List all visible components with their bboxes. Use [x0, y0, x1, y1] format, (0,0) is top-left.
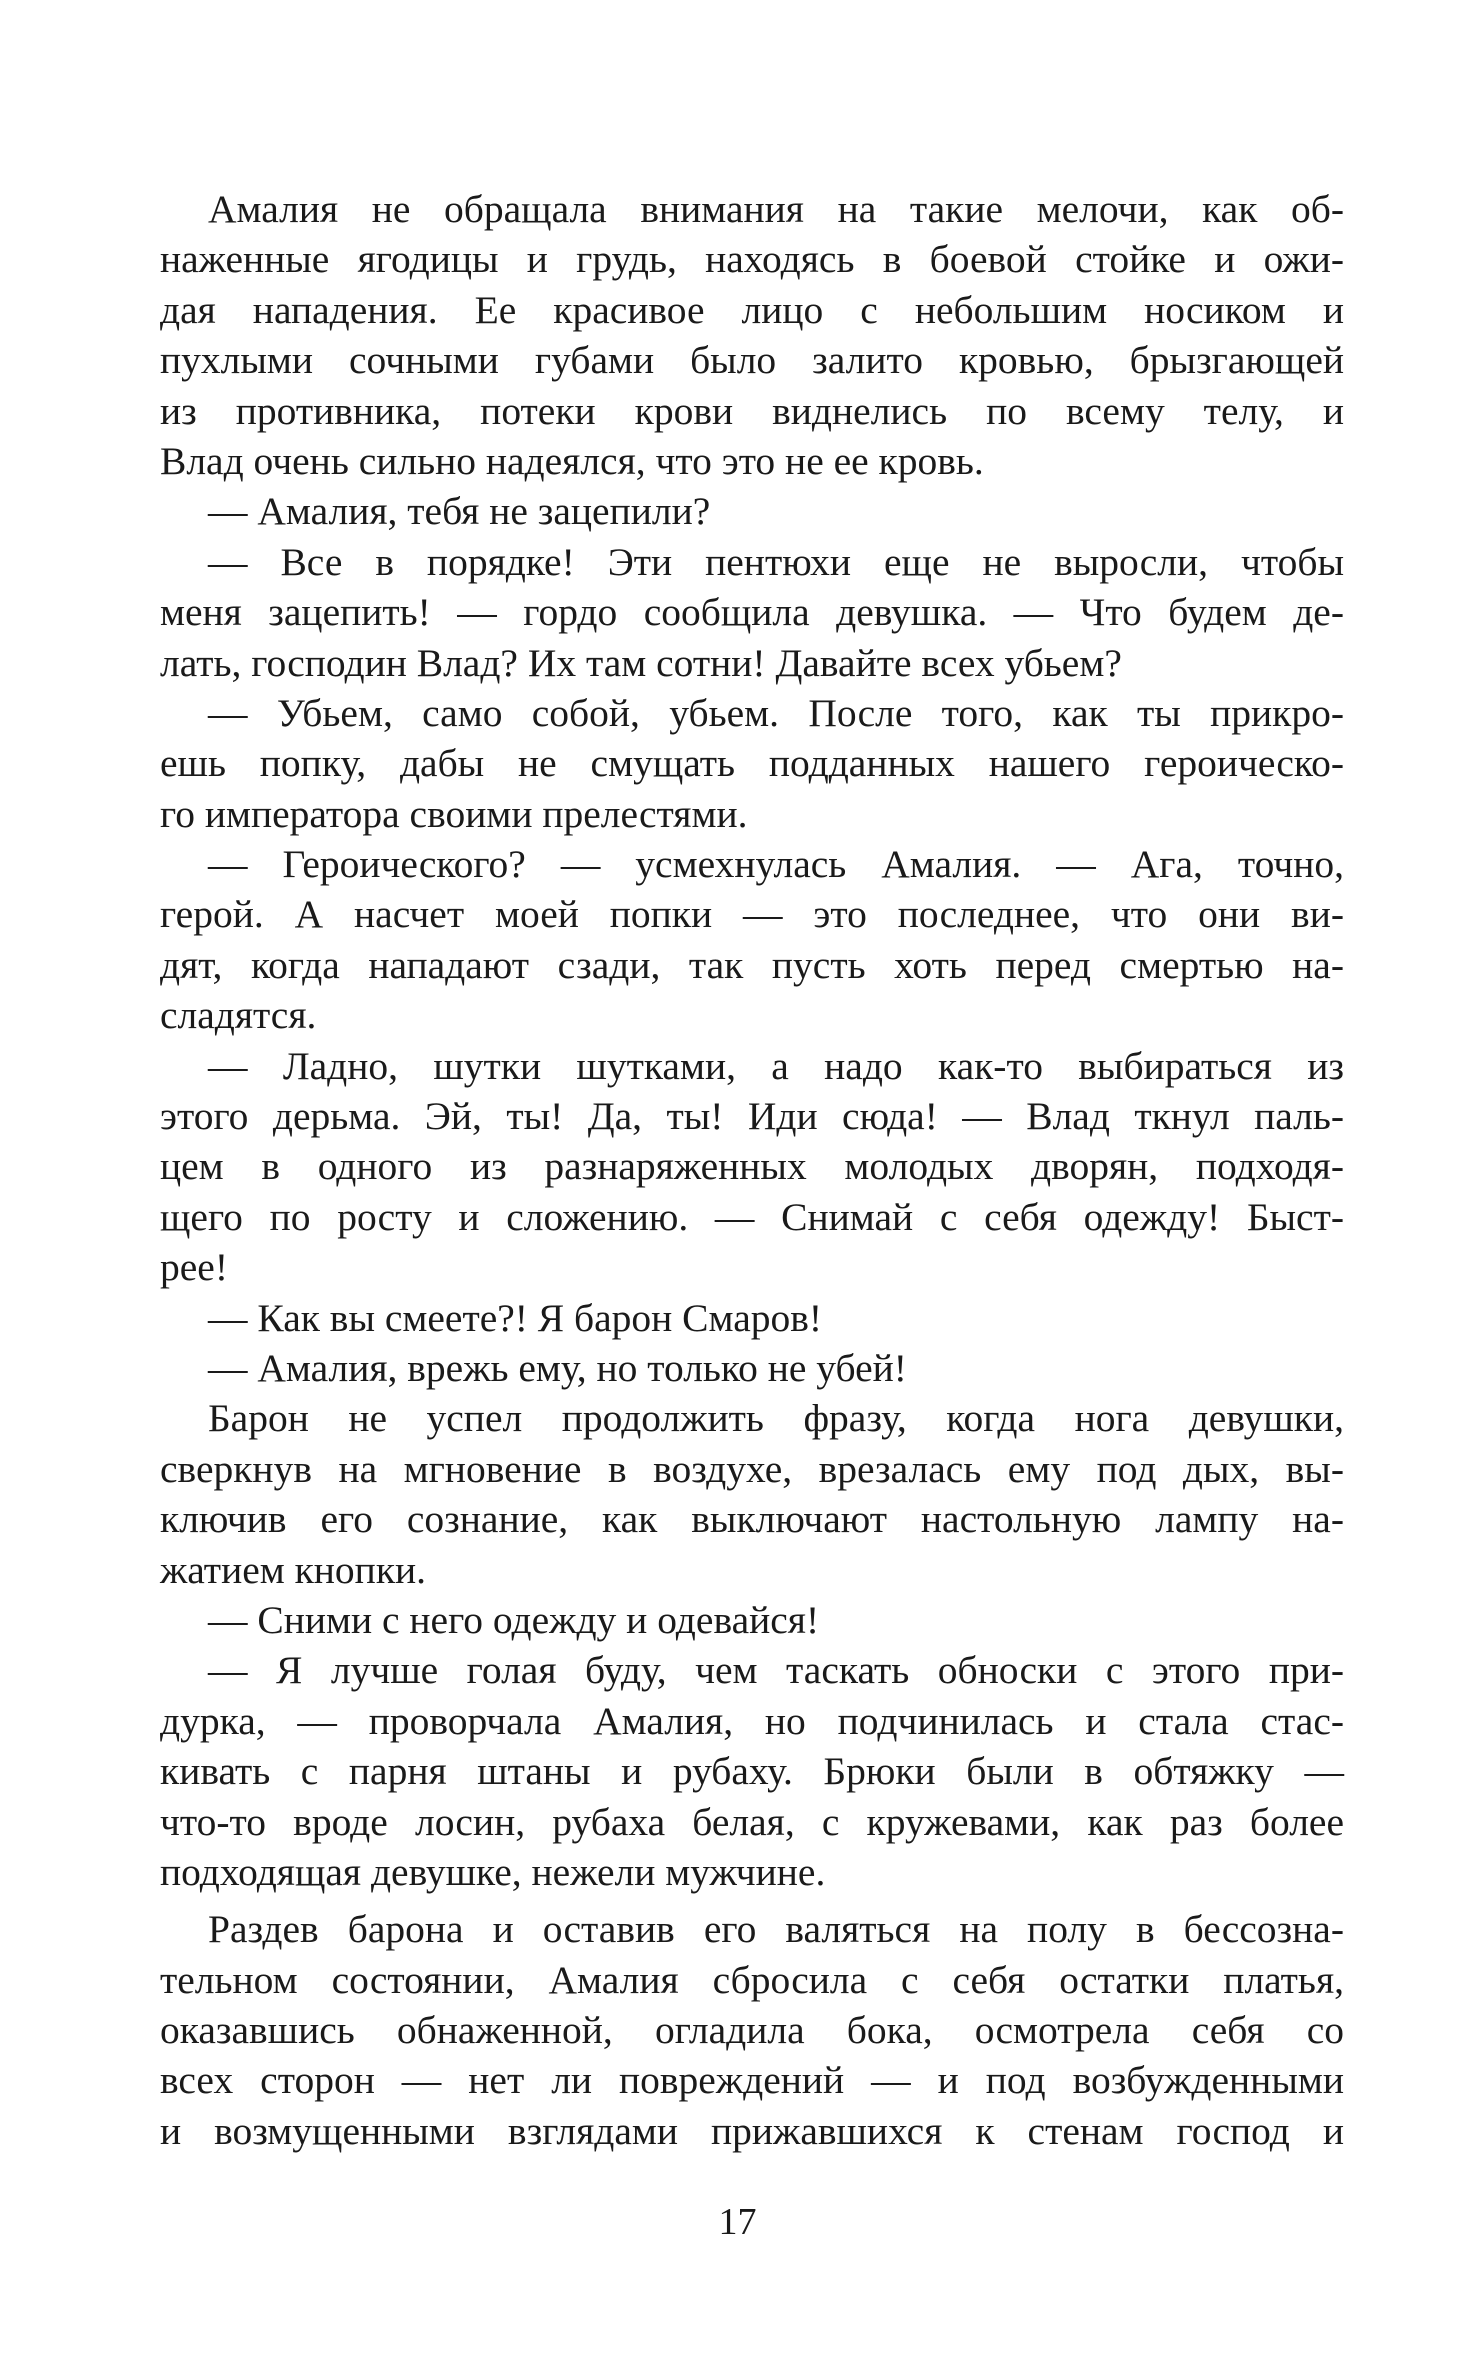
text-line: из противника, потеки крови виднелись по всему телу, и: [160, 388, 1344, 433]
text-line: Влад очень сильно надеялся, что это не ее кровь.: [160, 438, 984, 483]
text-line: цем в одного из разнаряженных молодых дворян, подходя-: [160, 1144, 1344, 1189]
text-line: — Ладно, шутки шутками, а надо как-то выбираться из: [208, 1043, 1344, 1088]
text-line: дурка, — проворчала Амалия, но подчинилась и стала стас-: [160, 1698, 1344, 1743]
text-line: — Я лучше голая буду, чем таскать обноски с этого при-: [208, 1648, 1344, 1693]
text-line: оказавшись обнаженной, огладила бока, осмотрела себя со: [160, 2008, 1344, 2053]
text-line: кивать с парня штаны и рубаху. Брюки были в обтяжку —: [160, 1749, 1344, 1794]
text-line: — Как вы смеете?! Я барон Смаров!: [208, 1295, 823, 1340]
text-line: Барон не успел продолжить фразу, когда нога девушки,: [208, 1396, 1344, 1441]
text-line: сверкнув на мгновение в воздухе, врезалась ему под дых, вы-: [160, 1446, 1344, 1491]
text-line: тельном состоянии, Амалия сбросила с себя остатки платья,: [160, 1957, 1344, 2002]
text-line: — Амалия, тебя не зацепили?: [208, 489, 711, 534]
page-number: 17: [718, 2201, 757, 2243]
text-line: герой. А насчет моей попки — это последнее, что они ви-: [160, 892, 1344, 937]
text-line: — Героического? — усмехнулась Амалия. — Ага, точно,: [208, 842, 1344, 887]
text-line: дят, когда нападают сзади, так пусть хоть перед смертью на-: [160, 942, 1344, 987]
text-line: — Амалия, врежь ему, но только не убей!: [208, 1345, 907, 1390]
text-line: всех сторон — нет ли повреждений — и под возбужденными: [160, 2058, 1344, 2103]
text-line: — Сними с него одежду и одевайся!: [208, 1597, 820, 1642]
text-line: Амалия не обращала внимания на такие мелочи, как об-: [208, 187, 1344, 231]
page-body-text: [160, 184, 1344, 2156]
text-line: — Убьем, само собой, убьем. После того, как ты прикро-: [208, 690, 1344, 735]
paragraph-gap: [160, 1897, 1344, 1904]
text-line: ешь попку, дабы не смущать подданных нашего героическо-: [160, 741, 1344, 786]
text-line: — Все в порядке! Эти пентюхи еще не выросли, чтобы: [208, 539, 1344, 584]
text-line: сладятся.: [160, 993, 317, 1038]
text-line: жатием кнопки.: [160, 1547, 427, 1592]
text-line: наженные ягодицы и грудь, находясь в боевой стойке и ожи-: [160, 237, 1344, 282]
text-line: что-то вроде лосин, рубаха белая, с кружевами, как раз более: [160, 1799, 1344, 1844]
text-line: щего по росту и сложению. — Снимай с себя одежду! Быст-: [160, 1194, 1344, 1239]
text-line: ключив его сознание, как выключают настольную лампу на-: [160, 1497, 1344, 1542]
text-line: меня зацепить! — гордо сообщила девушка. — Что будем де-: [160, 590, 1344, 635]
text-line: пухлыми сочными губами было залито кровью, брызгающей: [160, 338, 1344, 383]
text-line: дая нападения. Ее красивое лицо с небольшим носиком и: [160, 287, 1344, 332]
text-line: рее!: [160, 1245, 228, 1290]
text-line: подходящая девушке, нежели мужчине.: [160, 1849, 826, 1894]
text-line: Раздев барона и оставив его валяться на полу в бессозна-: [208, 1907, 1344, 1952]
text-line: и возмущенными взглядами прижавшихся к стенам господ и: [160, 2108, 1344, 2153]
text-line: лать, господин Влад? Их там сотни! Давайте всех убьем?: [160, 640, 1122, 685]
text-line: этого дерьма. Эй, ты! Да, ты! Иди сюда! — Влад ткнул паль-: [160, 1094, 1344, 1139]
text-line: го императора своими прелестями.: [160, 791, 748, 836]
